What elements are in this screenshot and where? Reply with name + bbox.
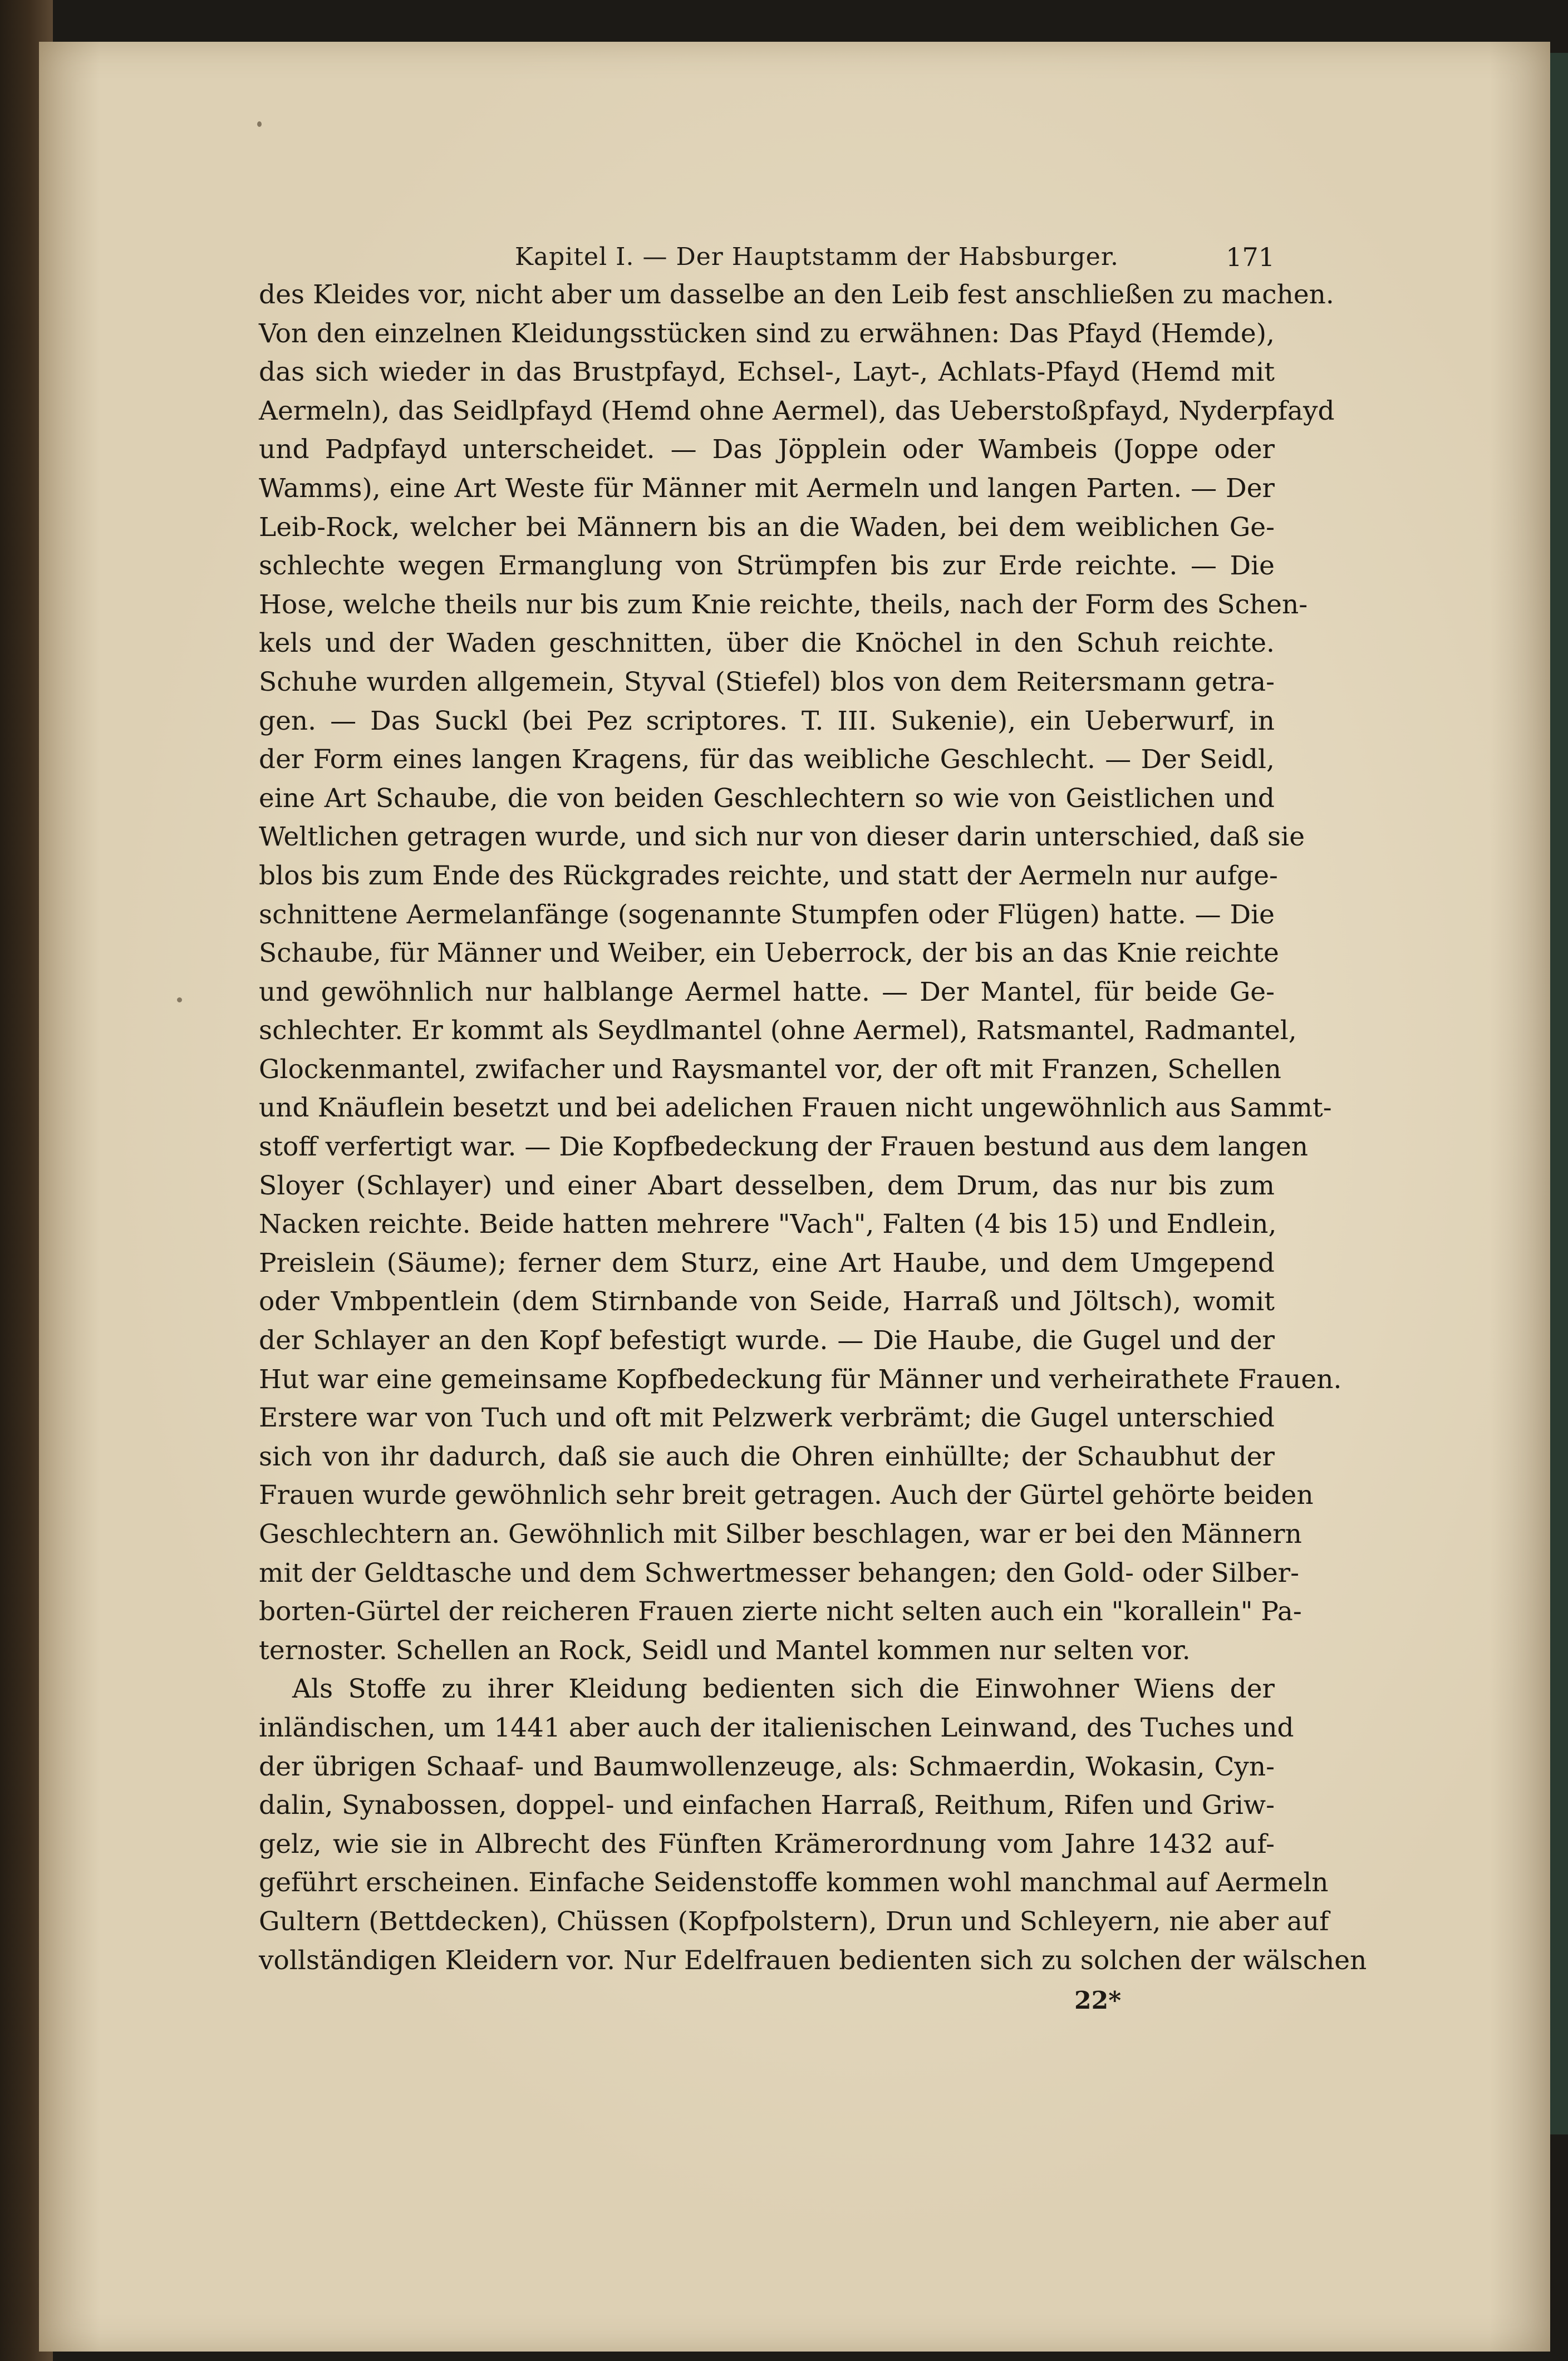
text-line: oder Vmbpentlein (dem Stirnbande von Seide, Harraß und Jöltsch), womit [259,1286,1275,1317]
text-line: eine Art Schaube, die von beiden Geschlechtern so wie von Geistlichen und [259,783,1275,814]
text-line: dalin, Synabossen, doppel- und einfachen Harraß, Reithum, Rifen und Griw- [259,1790,1275,1821]
text-line: und gewöhnlich nur halblange Aermel hatte. — Der Mantel, für beide Ge- [259,976,1275,1007]
text-line: Erstere war von Tuch und oft mit Pelzwerk verbrämt; die Gugel unterschied [259,1403,1275,1434]
text-line: schnittene Aermelanfänge (sogenannte Stumpfen oder Flügen) hatte. — Die [259,899,1275,930]
text-line: Sloyer (Schlayer) und einer Abart desselben, dem Drum, das nur bis zum [259,1170,1275,1201]
text-line: geführt erscheinen. Einfache Seidenstoffe kommen wohl manchmal auf Aermeln [259,1867,1329,1898]
text-line: Als Stoffe zu ihrer Kleidung bedienten sich die Einwohner Wiens der [292,1674,1275,1705]
text-line: gelz, wie sie in Albrecht des Fünften Krämerordnung vom Jahre 1432 auf- [259,1828,1275,1860]
paragraph [259,1670,1367,1980]
text-line: ternoster. Schellen an Rock, Seidl und Mantel kommen nur selten vor. [259,1635,1191,1666]
text-line: und Knäuflein besetzt und bei adelichen Frauen nicht ungewöhnlich aus Sammt- [259,1093,1332,1124]
text-line: Frauen wurde gewöhnlich sehr breit getragen. Auch der Gürtel gehörte beiden [259,1480,1314,1511]
text-line: schlechter. Er kommt als Seydlmantel (ohne Aermel), Ratsmantel, Radmantel, [259,1015,1297,1046]
text-line: Hut war eine gemeinsame Kopfbedeckung für Männer und verheirathete Frauen. [259,1364,1342,1395]
text-line: sich von ihr dadurch, daß sie auch die Ohren einhüllte; der Schaubhut der [259,1441,1275,1472]
paper-speck [177,997,182,1002]
text-line: kels und der Waden geschnitten, über die Knöchel in den Schuh reichte. [259,628,1275,659]
text-line: gen. — Das Suckl (bei Pez scriptores. T. III. Sukenie), ein Ueberwurf, in [259,705,1275,736]
text-line: Schuhe wurden allgemein, Styval (Stiefel) blos von dem Reitersmann getra- [259,666,1275,697]
paragraph [259,276,1342,1670]
text-line: Preislein (Säume); ferner dem Sturz, eine Art Haube, und dem Umgepend [259,1247,1275,1278]
text-line: blos bis zum Ende des Rückgrades reichte, und statt der Aermeln nur aufge- [259,860,1278,891]
text-line: Wamms), eine Art Weste für Männer mit Aermeln und langen Parten. — Der [259,473,1275,504]
text-line: Leib-Rock, welcher bei Männern bis an die Waden, bei dem weiblichen Ge- [259,511,1275,543]
text-line: der Form eines langen Kragens, für das weibliche Geschlecht. — Der Seidl, [259,744,1275,775]
text-line: mit der Geldtasche und dem Schwertmesser behangen; den Gold- oder Silber- [259,1557,1300,1588]
signature-mark: 22* [1074,1986,1122,2015]
text-line: Schaube, für Männer und Weiber, ein Ueberrock, der bis an das Knie reichte [259,938,1279,969]
text-line: Von den einzelnen Kleidungsstücken sind zu erwähnen: Das Pfayd (Hemde), [259,318,1275,349]
scan-border [1550,53,1568,2134]
text-line: vollständigen Kleidern vor. Nur Edelfrauen bedienten sich zu solchen der wälschen [259,1945,1367,1976]
page-number: 171 [1226,242,1275,272]
text-line: Nacken reichte. Beide hatten mehrere "Vach", Falten (4 bis 15) und Endlein, [259,1209,1277,1240]
text-line: Glockenmantel, zwifacher und Raysmantel vor, der oft mit Franzen, Schellen [259,1054,1281,1085]
text-line: inländischen, um 1441 aber auch der italienischen Leinwand, des Tuches und [259,1712,1294,1743]
text-line: das sich wieder in das Brustpfayd, Echsel-, Layt-, Achlats-Pfayd (Hemd mit [259,357,1275,388]
text-line: borten-Gürtel der reicheren Frauen zierte nicht selten auch ein "korallein" Pa- [259,1596,1302,1627]
text-line: Weltlichen getragen wurde, und sich nur von dieser darin unterschied, daß sie [259,822,1305,853]
text-line: des Kleides vor, nicht aber um dasselbe an den Leib fest anschließen zu machen. [259,279,1334,310]
page-header [259,238,1275,277]
text-line: stoff verfertigt war. — Die Kopfbedeckung der Frauen bestund aus dem langen [259,1132,1309,1163]
text-line: Gultern (Bettdecken), Chüssen (Kopfpolstern), Drun und Schleyern, nie aber auf [259,1906,1329,1937]
running-title: Kapitel I. — Der Hauptstamm der Habsburger. [515,243,1119,271]
page-body [259,276,1367,1980]
text-line: der übrigen Schaaf- und Baumwollenzeuge, als: Schmaerdin, Wokasin, Cyn- [259,1751,1275,1782]
text-line: schlechte wegen Ermanglung von Strümpfen bis zur Erde reichte. — Die [259,550,1275,582]
text-line: Hose, welche theils nur bis zum Knie reichte, theils, nach der Form des Schen- [259,589,1308,620]
text-line: der Schlayer an den Kopf befestigt wurde. — Die Haube, die Gugel und der [259,1325,1275,1356]
paper-speck [257,121,262,127]
text-line: Geschlechtern an. Gewöhnlich mit Silber beschlagen, war er bei den Männern [259,1519,1302,1550]
text-line: und Padpfayd unterscheidet. — Das Jöpplein oder Wambeis (Joppe oder [259,434,1275,465]
text-line: Aermeln), das Seidlpfayd (Hemd ohne Aermel), das Ueberstoßpfayd, Nyderpfayd [259,395,1335,426]
